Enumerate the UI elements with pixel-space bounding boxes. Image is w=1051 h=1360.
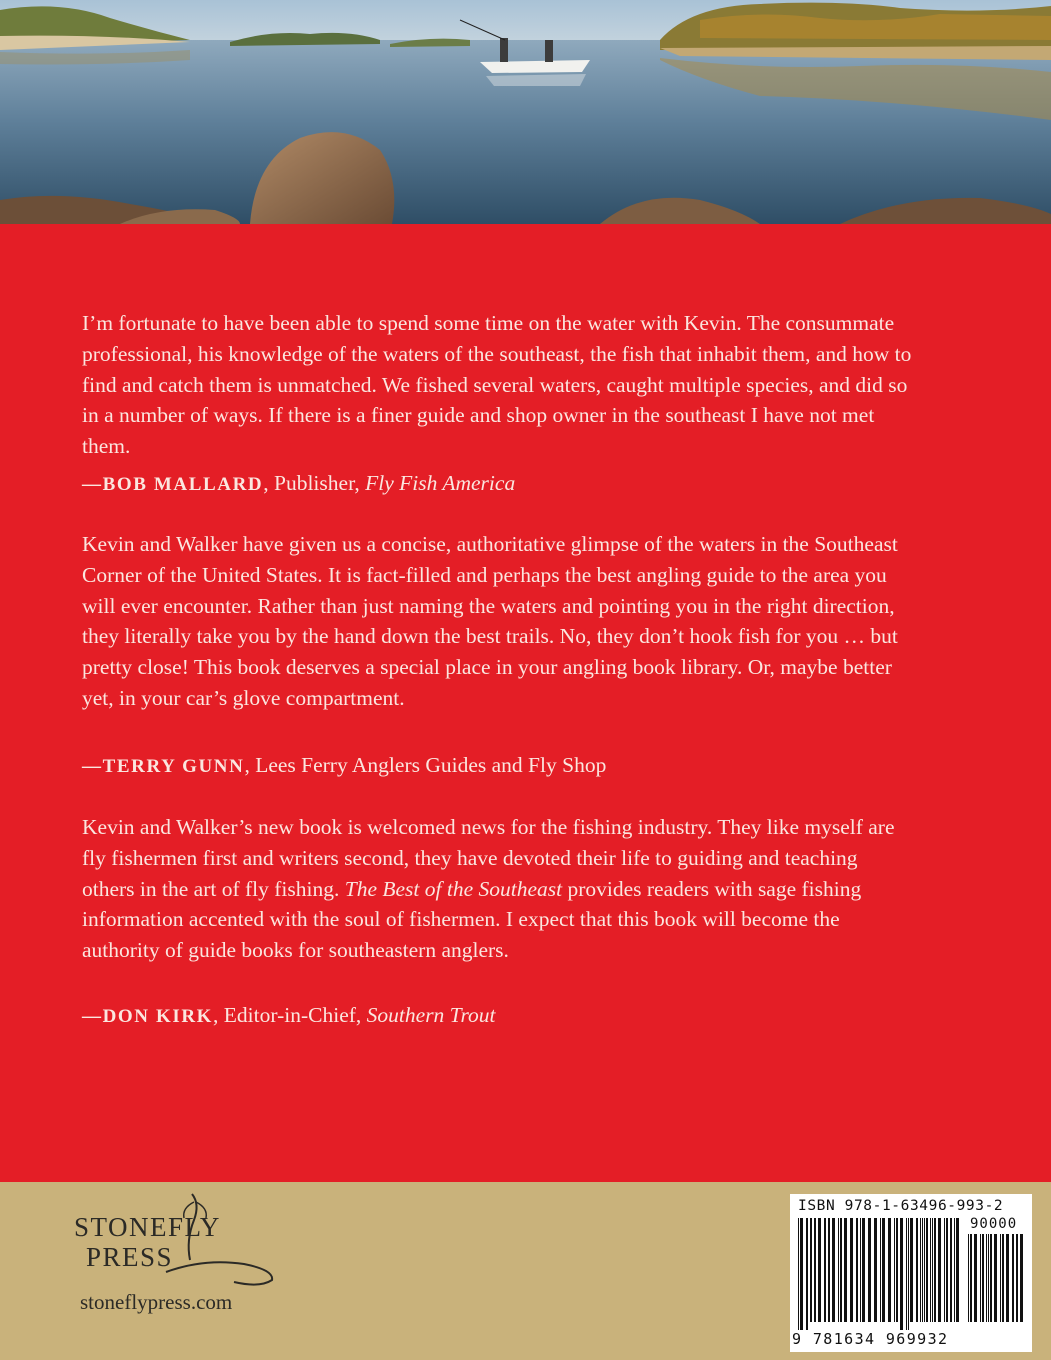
- footer-strip: [0, 1182, 1051, 1360]
- barcode-bar: [840, 1218, 842, 1322]
- barcode-bar: [908, 1218, 909, 1330]
- testimonial-quote-1: I’m fortunate to have been able to spend some time on the water with Kevin. The consummate professional, his knowledge of the waters of the southeast, the fish that inhabit them, and how to find and catch them is unmatched. We fished several waters, caught multiple species, and did so in a number of ways. If there is a finer guide and shop owner in the southeast I have not met them.: [82, 311, 912, 459]
- barcode-bar: [932, 1218, 933, 1322]
- logo-line-1: STONEFLY: [74, 1212, 221, 1242]
- barcode-bar: [810, 1218, 812, 1322]
- barcode-bar: [970, 1234, 972, 1322]
- attribution-name: —TERRY GUNN: [82, 756, 245, 777]
- testimonial-attribution-3: [82, 1000, 496, 1032]
- logo-line-2: PRESS: [86, 1242, 174, 1272]
- testimonials-panel: [0, 224, 1051, 1182]
- barcode-bar: [888, 1218, 891, 1322]
- testimonial-attribution-2: [82, 750, 606, 782]
- barcode-bar: [844, 1218, 847, 1322]
- barcode-bar: [862, 1218, 865, 1322]
- barcode-bar: [1016, 1234, 1018, 1322]
- attribution-role: , Lees Ferry Anglers Guides and Fly Shop: [244, 753, 607, 777]
- isbn-label: ISBN 978-1-63496-993-2: [798, 1198, 1004, 1214]
- barcode-bar: [946, 1218, 948, 1322]
- barcode-bar: [1006, 1234, 1009, 1322]
- barcode-bar: [924, 1218, 925, 1322]
- barcode-bar: [994, 1234, 997, 1322]
- barcode-digits: 9 781634 969932: [792, 1330, 949, 1348]
- barcode-bar: [806, 1218, 808, 1330]
- barcode-bar: [818, 1218, 821, 1322]
- barcode-bar: [954, 1218, 955, 1322]
- barcode-bar: [930, 1218, 931, 1322]
- publisher-logo: [74, 1190, 284, 1300]
- barcode-bar: [968, 1234, 969, 1322]
- barcode-bar: [828, 1218, 830, 1322]
- barcode-bar: [934, 1218, 936, 1322]
- barcode-bar: [1002, 1234, 1004, 1322]
- barcode-bar: [974, 1234, 977, 1322]
- barcode-bar: [832, 1218, 835, 1322]
- attribution-name: —DON KIRK: [82, 1006, 214, 1027]
- barcode-bar: [916, 1218, 918, 1322]
- barcode-bar: [856, 1218, 858, 1322]
- attribution-role: , Editor-in-Chief,: [213, 1003, 367, 1027]
- barcode-bar: [868, 1218, 871, 1322]
- barcode-bar: [1020, 1234, 1023, 1322]
- barcode-bar: [926, 1218, 928, 1322]
- barcode-bar: [850, 1218, 853, 1322]
- testimonial-quote-3: [82, 812, 912, 966]
- barcode-bar: [814, 1218, 816, 1322]
- barcode-addon-bars: [968, 1234, 1026, 1330]
- barcode-bar: [986, 1234, 987, 1322]
- barcode-bar: [944, 1218, 945, 1322]
- barcode-bar: [896, 1218, 898, 1322]
- barcode-bar: [950, 1218, 952, 1322]
- barcode-bar: [990, 1234, 992, 1322]
- book-title: The Best of the Southeast: [344, 876, 563, 901]
- isbn-barcode: [790, 1194, 1032, 1352]
- testimonial-attribution-1: [82, 468, 515, 500]
- barcode-bar: [894, 1218, 895, 1322]
- attribution-name: —BOB MALLARD: [82, 474, 264, 495]
- barcode-bar: [838, 1218, 839, 1322]
- barcode-bar: [956, 1218, 959, 1322]
- barcode-bar: [1012, 1234, 1014, 1322]
- barcode-bar: [824, 1218, 826, 1322]
- price-code: 90000: [970, 1216, 1018, 1232]
- barcode-bar: [938, 1218, 941, 1322]
- cover-photo: [0, 0, 1051, 224]
- barcode-bar: [880, 1218, 881, 1322]
- barcode-bar: [1000, 1234, 1001, 1322]
- quote-text-end: provides readers with sage fishing information accented with the soul of fishermen. I expect that this book will become the authority of guide books for southeastern anglers.: [82, 876, 862, 963]
- barcode-bars: [798, 1218, 964, 1330]
- quote-text-start: Kevin and Walker’s new book is welcomed news for the fishing industry. They like myself are fly fishermen first and writers second, they have devoted their life to guiding and teaching others in the art of fly fishing.: [82, 815, 895, 901]
- barcode-bar: [882, 1218, 885, 1322]
- barcode-bar: [920, 1218, 921, 1322]
- testimonial-quote-2: Kevin and Walker have given us a concise, authoritative glimpse of the waters in the Southeast Corner of the United States. It is fact-filled and perhaps the best angling guide to the area you will ever encounter. Rather than just naming the waters and pointing you in the right direction, they literally take you by the hand down the best trails. No, they don’t hook fish for you … but pretty close! This book deserves a special place in your angling book library. Or, maybe better yet, in your car’s glove compartment.: [82, 532, 898, 710]
- barcode-bar: [798, 1218, 799, 1330]
- barcode-bar: [982, 1234, 984, 1322]
- barcode-bar: [906, 1218, 907, 1330]
- barcode-bar: [800, 1218, 803, 1330]
- barcode-bar: [980, 1234, 981, 1322]
- barcode-bar: [900, 1218, 903, 1330]
- attribution-publication: Fly Fish America: [365, 471, 516, 495]
- lake-photo-illustration: [0, 0, 1051, 224]
- barcode-bar: [922, 1218, 923, 1322]
- barcode-bar: [910, 1218, 913, 1322]
- publisher-website[interactable]: stoneflypress.com: [80, 1290, 233, 1314]
- barcode-bar: [860, 1218, 861, 1322]
- attribution-role: , Publisher,: [263, 471, 366, 495]
- barcode-bar: [874, 1218, 877, 1322]
- attribution-publication: Southern Trout: [366, 1003, 496, 1027]
- barcode-bar: [988, 1234, 989, 1322]
